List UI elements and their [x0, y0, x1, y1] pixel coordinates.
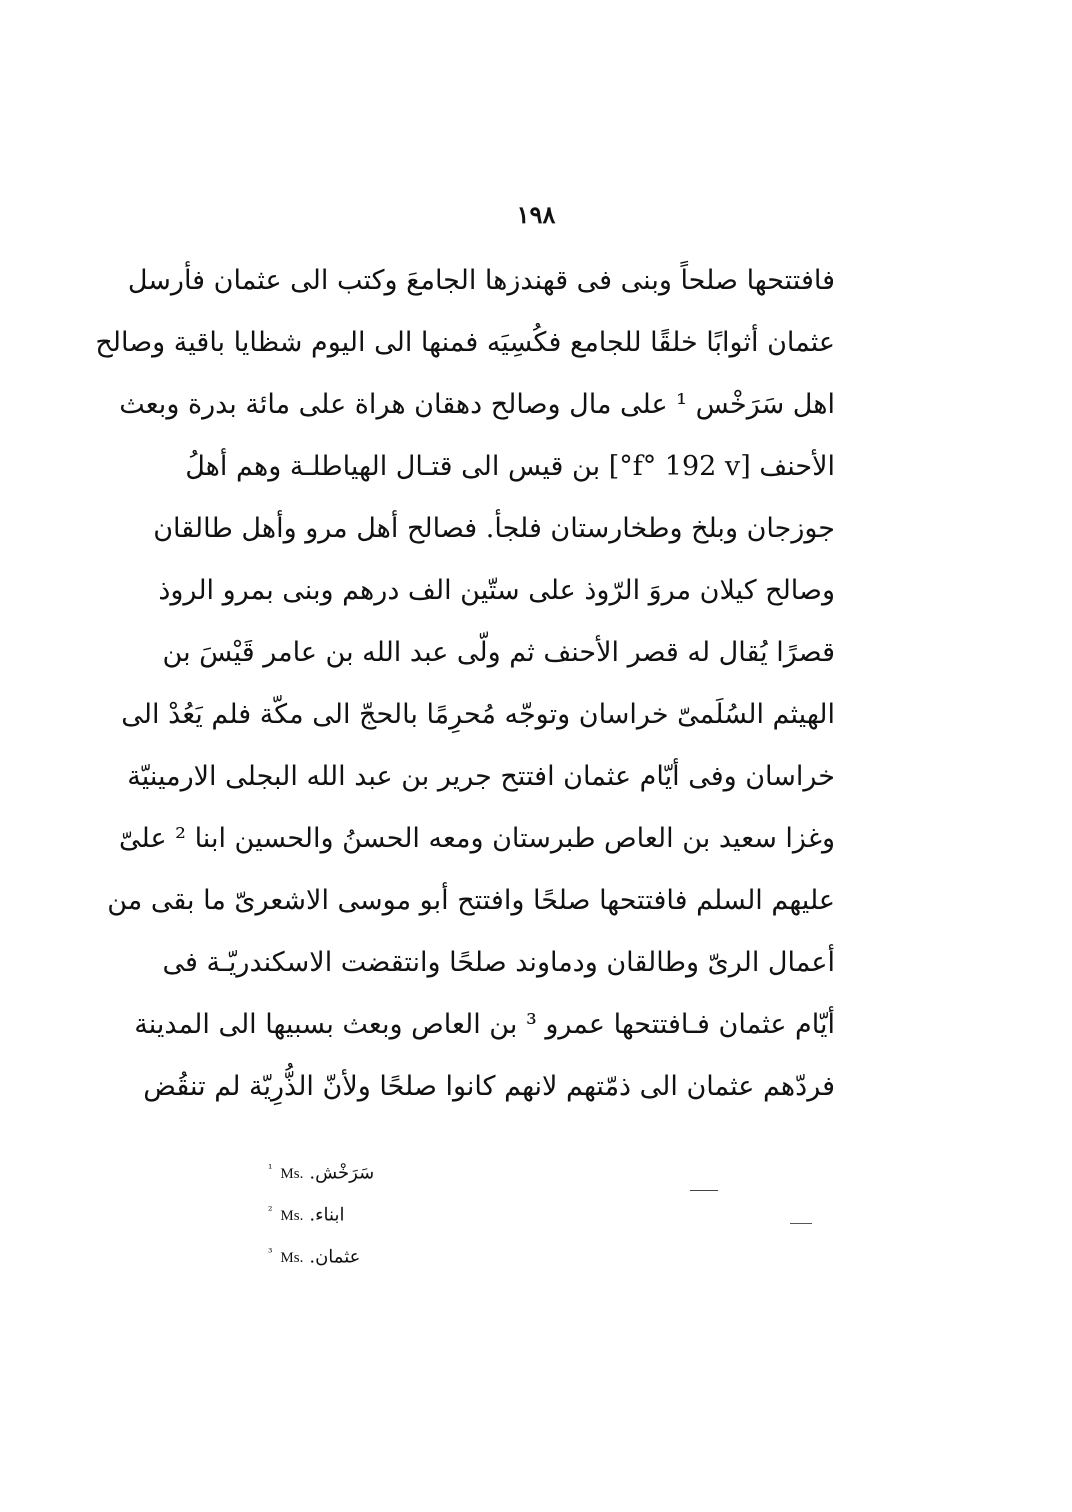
stray-mark — [690, 1190, 718, 1191]
text-line: فردّهم عثمان الى ذمّتهم لانهم كانوا صلحًا ولأنّ الذُّرِيّة لم تنقُض — [143, 1071, 835, 1102]
text-line: عثمان أثوابًا خلقًا للجامع فكُسِيَه فمنها الى اليوم شظايا باقية وصالح — [95, 327, 835, 358]
text-line: الهيثم السُلَمىّ خراسان وتوجّه مُحرِمًا بالحجّ الى مكّة فلم يَعُدْ الى — [121, 699, 835, 730]
footnote — [268, 1232, 508, 1274]
footnote-text: ابناء. — [309, 1204, 345, 1226]
text-line: عليهم السلم فافتتحها صلحًا وافتتح أبو موسى الاشعرىّ ما بقى من — [107, 885, 835, 916]
text-line: خراسان وفى أيّام عثمان افتتح جرير بن عبد الله البجلى الارمينيّة — [127, 761, 835, 792]
page-number: ١٩٨ — [516, 200, 556, 229]
text-line: قصرًا يُقال له قصر الأحنف ثم ولّى عبد الله بن عامر قَيْسَ بن — [162, 637, 835, 668]
footnote — [268, 1148, 508, 1190]
footnote-ms-label: Ms. — [280, 1166, 304, 1183]
footnote-number: ³ — [268, 1246, 273, 1259]
footnote — [268, 1190, 508, 1232]
text-line: أيّام عثمان فـافتتحها عمرو ³ بن العاص وبعث بسبيها الى المدينة — [134, 1009, 835, 1040]
footnote-text: سَرَخْش. — [309, 1162, 375, 1184]
footnote-ms-label: Ms. — [280, 1250, 304, 1267]
stray-mark — [790, 1223, 812, 1224]
text-line: أعمال الرىّ وطالقان ودماوند صلحًا وانتقضت الاسكندريّـة فى — [162, 947, 835, 978]
text-line: اهل سَرَخْس ¹ على مال وصالح دهقان هراة على مائة بدرة وبعث — [119, 389, 835, 420]
footnote-ms-label: Ms. — [280, 1208, 304, 1225]
footnotes — [268, 1148, 508, 1274]
text-line: وصالح كيلان مروَ الرّوذ على ستّين الف درهم وبنى بمرو الروذ — [158, 575, 835, 606]
text-line: الأحنف [f° 192 v°] بن قيس الى قتـال الهياطلـة وهم أهلُ — [185, 451, 835, 482]
text-line: جوزجان وبلخ وطخارستان فلجأ. فصالح أهل مرو وأهل طالقان — [153, 513, 835, 544]
text-line: فافتتحها صلحاً وبنى فى قهندزها الجامعَ وكتب الى عثمان فأرسل — [127, 265, 835, 296]
text-line: وغزا سعيد بن العاص طبرستان ومعه الحسنُ والحسين ابنا ² علىّ — [119, 823, 835, 854]
main-text-block — [95, 250, 835, 1118]
footnote-number: ¹ — [268, 1162, 273, 1175]
footnote-number: ² — [268, 1204, 273, 1217]
footnote-text: عثمان. — [309, 1246, 361, 1268]
